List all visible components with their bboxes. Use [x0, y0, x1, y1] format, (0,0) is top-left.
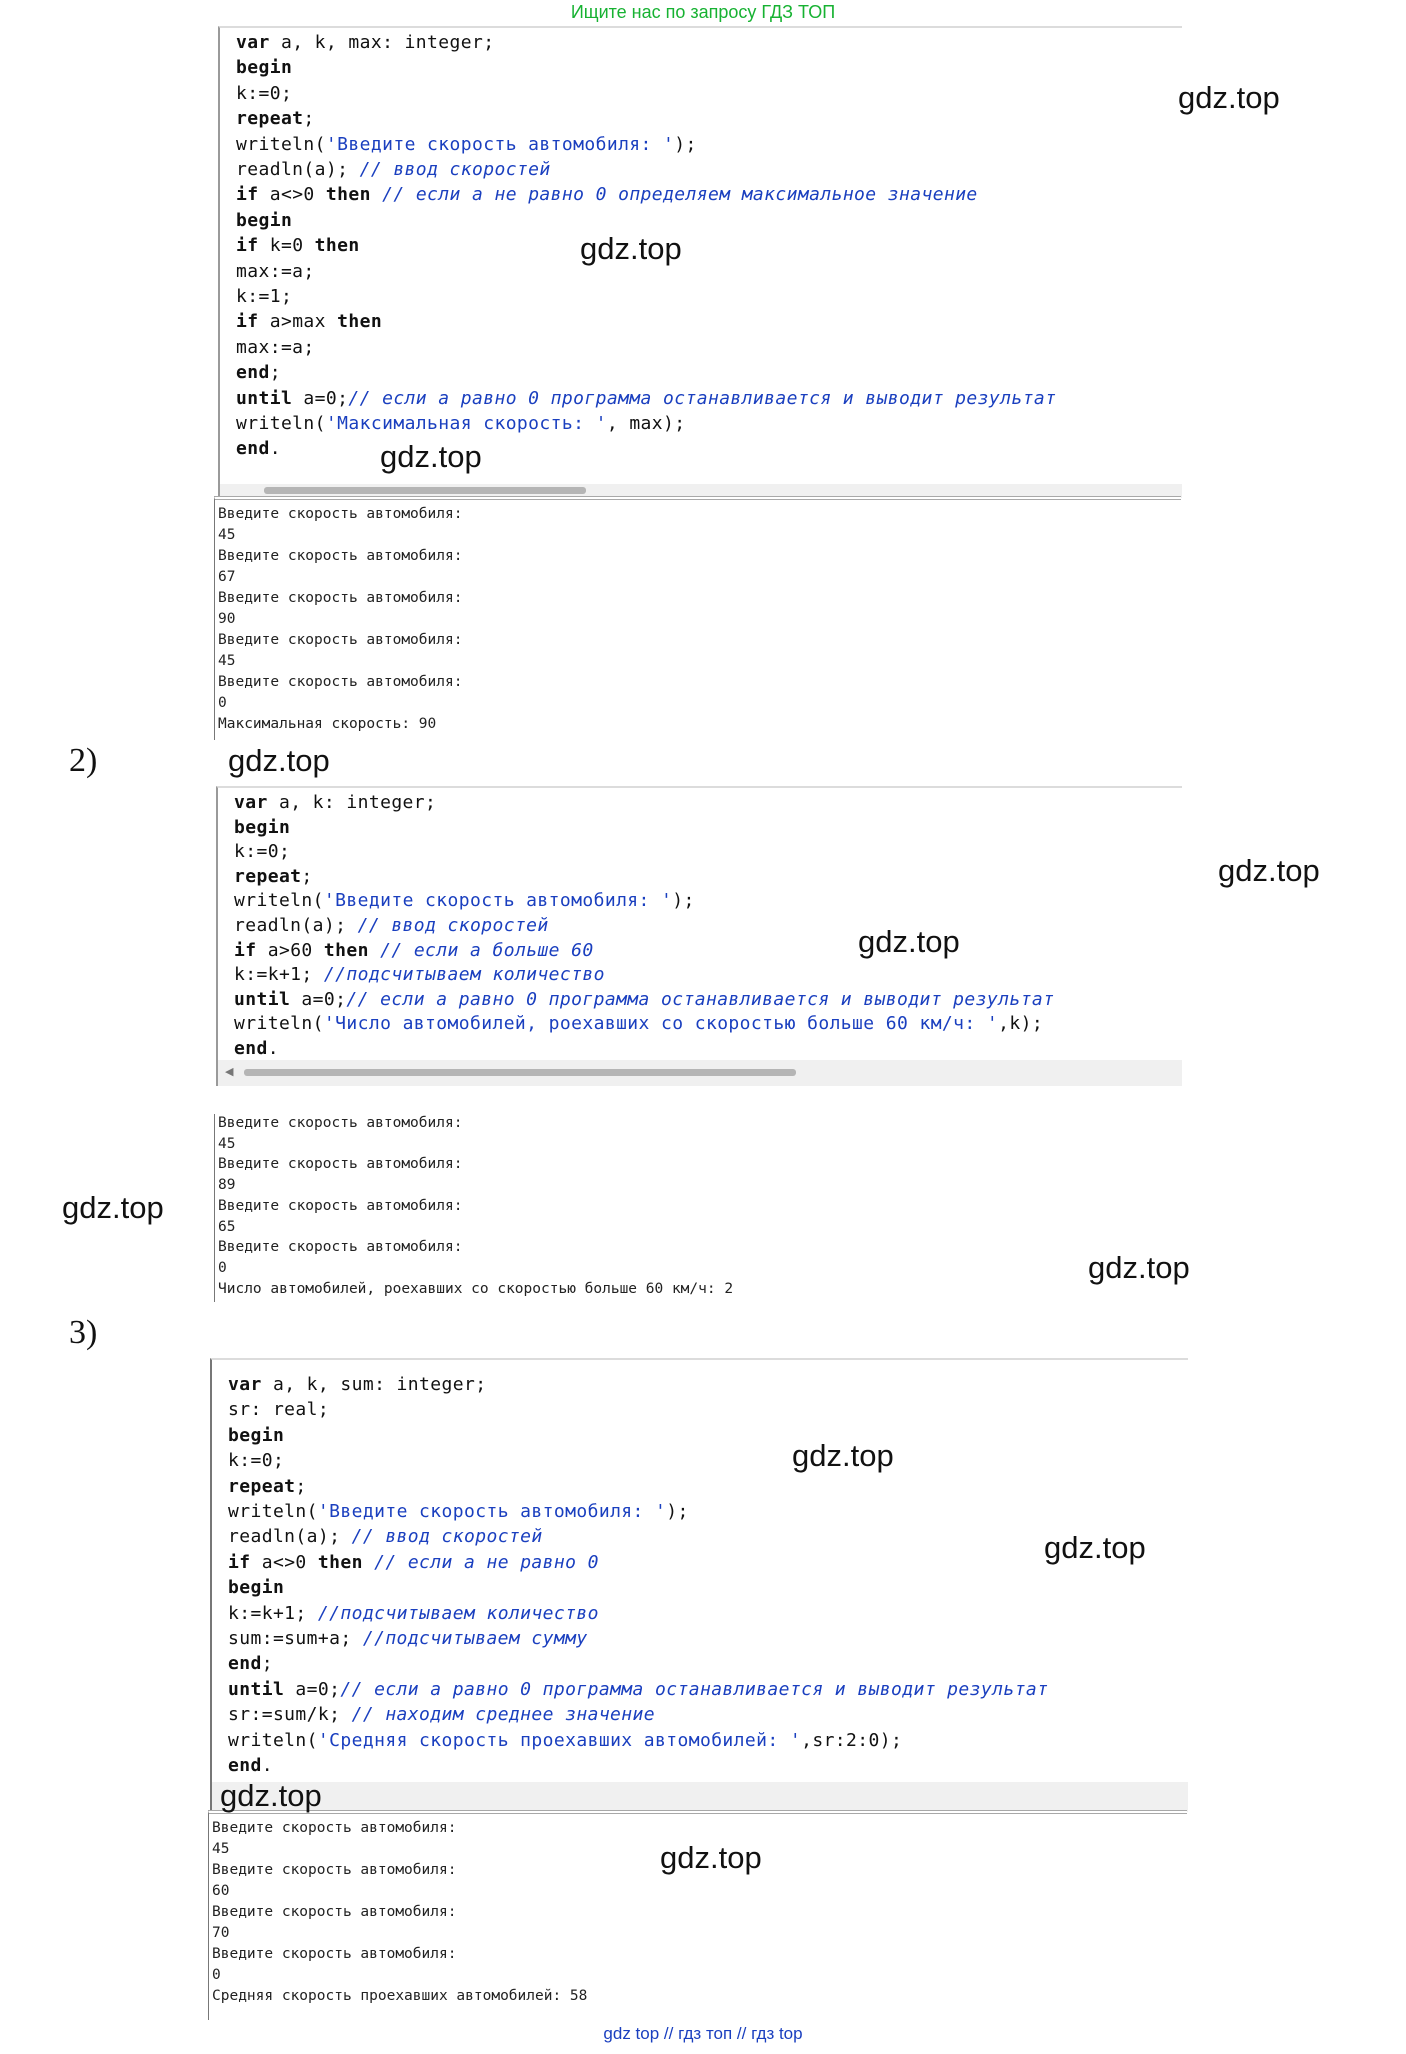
code-token: k:=1; [236, 286, 293, 307]
code-line [228, 1704, 655, 1725]
code-token: readln(a); [236, 159, 360, 180]
code-token: repeat [228, 1475, 296, 1497]
watermark: gdz.top [1044, 1530, 1146, 1565]
output-line: Максимальная скорость: 90 [218, 716, 437, 732]
code-token: a=0; [284, 1678, 341, 1700]
code-lines [218, 788, 1182, 1086]
output-line: Введите скорость автомобиля: [218, 590, 463, 606]
code-token: . [267, 1038, 279, 1059]
code-token: until [236, 387, 293, 409]
code-token: k:=0; [236, 82, 293, 104]
code-token: then [325, 184, 371, 206]
code-token: begin [234, 816, 291, 838]
output-line: Введите скорость автомобиля: [212, 1904, 457, 1920]
output-line: 89 [218, 1177, 236, 1194]
output-line: 90 [218, 611, 236, 627]
code-token: repeat [236, 108, 304, 130]
code-line [234, 841, 290, 862]
code-line [228, 1374, 486, 1395]
output-line: 45 [218, 527, 236, 543]
watermark: gdz.top [220, 1778, 322, 1813]
code-token: a, k, sum: integer; [261, 1374, 487, 1395]
code-line [234, 989, 1054, 1010]
task-number-3: 3) [69, 1314, 98, 1351]
output-lines [215, 500, 1181, 740]
output-line: 67 [218, 569, 236, 585]
search-banner: Ищите нас по запросу ГДЗ ТОП [570, 2, 836, 22]
scrollbar-track[interactable] [212, 1782, 1188, 1812]
output-console-1 [214, 496, 1181, 740]
output-line: Число автомобилей, роехавших со скоростью больше 60 км/ч: 2 [218, 1280, 734, 1297]
code-token: if [236, 311, 259, 333]
code-line [234, 940, 594, 961]
output-line: 0 [218, 1259, 227, 1276]
code-token: sum:=sum+a; [228, 1628, 363, 1649]
code-token: 'Введите скорость автомобиля: ' [317, 1501, 667, 1522]
watermark: gdz.top [1218, 853, 1320, 888]
code-token: k:=k+1; [234, 964, 324, 986]
code-token: // если a равно 0 программа останавливается и выводит результат [348, 387, 1057, 409]
code-token: end [228, 1755, 262, 1776]
code-line [234, 890, 695, 911]
code-token: a=0; [290, 988, 347, 1010]
output-line: 70 [212, 1925, 230, 1941]
code-token: writeln( [236, 413, 326, 434]
code-line [234, 792, 436, 813]
code-token: until [234, 988, 291, 1010]
code-token: 'Максимальная скорость: ' [325, 413, 607, 434]
code-token: if [236, 184, 259, 206]
code-token: ); [672, 890, 695, 912]
code-token: writeln( [228, 1729, 318, 1751]
output-line: 0 [218, 695, 227, 711]
code-token: if [228, 1551, 251, 1573]
code-token: 'Число автомобилей, роехавших со скоростью больше 60 км/ч: ' [323, 1013, 999, 1035]
output-lines [215, 1114, 1181, 1302]
watermark: gdz.top [660, 1840, 762, 1875]
output-line: Средняя скорость проехавших автомобилей: 58 [212, 1988, 588, 2004]
code-line [236, 362, 281, 383]
code-token: ); [666, 1501, 689, 1522]
code-line [228, 1501, 689, 1522]
code-token: . [261, 1755, 273, 1776]
code-line [228, 1425, 284, 1446]
code-line [236, 438, 281, 459]
code-line [228, 1653, 273, 1674]
output-line: Введите скорость автомобиля: [212, 1820, 457, 1836]
code-token: readln(a); [228, 1526, 352, 1548]
code-line [228, 1450, 284, 1471]
output-line: Введите скорость автомобиля: [218, 632, 463, 648]
code-token: begin [236, 209, 293, 231]
code-token: writeln( [234, 1013, 324, 1035]
output-line: Введите скорость автомобиля: [218, 1156, 463, 1173]
code-token: . [269, 438, 281, 460]
output-line: 65 [218, 1218, 236, 1235]
code-line [234, 1038, 279, 1059]
watermark: gdz.top [792, 1438, 894, 1473]
scrollbar-thumb[interactable] [264, 487, 586, 494]
code-line [236, 286, 292, 307]
code-editor-2[interactable] [216, 786, 1182, 1086]
output-line: Введите скорость автомобиля: [218, 1239, 463, 1256]
code-line [236, 184, 978, 205]
code-token: a<>0 [250, 1551, 318, 1573]
scrollbar-thumb[interactable] [244, 1069, 796, 1076]
code-token: max:=a; [236, 260, 315, 282]
output-console-2 [214, 1114, 1181, 1302]
code-line [236, 32, 494, 53]
code-token: then [317, 1551, 363, 1573]
code-token: 'Средняя скорость проехавших автомобилей: ' [317, 1729, 802, 1751]
code-token: k:=k+1; [228, 1602, 318, 1624]
code-token: // если a больше 60 [380, 939, 594, 961]
code-token: ; [303, 108, 315, 130]
code-token: // ввод скоростей [357, 915, 549, 936]
code-token: end [236, 438, 270, 460]
code-line [236, 261, 315, 282]
code-lines [220, 28, 1182, 498]
code-token: begin [236, 57, 293, 79]
code-line [236, 210, 292, 231]
output-line: Введите скорость автомобиля: [218, 674, 463, 690]
code-line [228, 1755, 273, 1776]
code-token: a>max [258, 311, 338, 333]
code-line [236, 57, 292, 78]
watermark: gdz.top [580, 231, 682, 266]
code-line [234, 817, 290, 838]
code-line [228, 1399, 329, 1420]
code-token: ; [269, 362, 281, 384]
code-token: ,k); [998, 1013, 1044, 1035]
code-lines [212, 1360, 1188, 1812]
code-line [234, 964, 605, 985]
code-line [228, 1679, 1048, 1700]
code-line [236, 235, 360, 256]
watermark: gdz.top [1178, 80, 1280, 115]
code-token: end [236, 362, 270, 384]
code-token: k=0 [258, 235, 315, 257]
watermark: gdz.top [1088, 1250, 1190, 1285]
output-line: Введите скорость автомобиля: [218, 506, 463, 522]
code-editor-3[interactable] [210, 1358, 1188, 1812]
scroll-left-icon[interactable]: ◀ [225, 1066, 234, 1078]
code-token: var [228, 1374, 262, 1395]
code-token: writeln( [234, 890, 324, 912]
code-token: if [236, 235, 259, 257]
code-line [228, 1552, 599, 1573]
code-token: then [323, 939, 369, 961]
code-token: end [228, 1653, 262, 1675]
code-token [371, 184, 382, 205]
code-token: ; [295, 1475, 307, 1497]
scrollbar-track[interactable] [218, 1060, 1182, 1086]
watermark: gdz.top [858, 924, 960, 959]
code-token: writeln( [236, 133, 326, 155]
code-token: // ввод скоростей [359, 159, 551, 180]
code-line [236, 83, 292, 104]
code-token: 'Введите скорость автомобиля: ' [323, 890, 673, 912]
code-line [228, 1577, 284, 1598]
output-line: 0 [212, 1967, 221, 1983]
code-token: sr:=sum/k; [228, 1704, 352, 1726]
code-line [236, 413, 686, 434]
code-token: a, k: integer; [267, 792, 437, 813]
output-line: Введите скорость автомобиля: [218, 548, 463, 564]
code-token: ); [674, 133, 697, 155]
code-token: ,sr:2:0); [801, 1729, 903, 1751]
code-token: repeat [234, 865, 302, 887]
output-line: Введите скорость автомобиля: [212, 1946, 457, 1962]
code-token: //подсчитываем сумму [362, 1628, 588, 1649]
code-token: if [234, 939, 257, 961]
code-token: // если a не равно 0 определяем максимальное значение [382, 184, 978, 206]
code-token: max:=a; [236, 336, 315, 358]
code-token: 'Введите скорость автомобиля: ' [325, 133, 675, 155]
code-token: until [228, 1678, 285, 1700]
output-line: 45 [218, 653, 236, 669]
code-line [236, 108, 315, 129]
code-token: ; [301, 865, 313, 887]
code-line [236, 337, 315, 358]
code-line [228, 1730, 902, 1751]
code-token: //подсчитываем количество [323, 964, 605, 986]
code-token: begin [228, 1424, 285, 1446]
footer-links: gdz top // гдз топ // гдз top [603, 2024, 803, 2043]
code-token: , max); [606, 413, 686, 434]
code-token: var [234, 792, 268, 813]
code-token: then [314, 235, 360, 257]
code-token: begin [228, 1577, 285, 1599]
code-token: // если a равно 0 программа останавливается и выводит результат [346, 988, 1055, 1010]
code-token: writeln( [228, 1501, 318, 1522]
code-line [228, 1603, 599, 1624]
output-line: 45 [218, 1135, 236, 1152]
code-token: a>60 [256, 939, 324, 961]
code-line [236, 388, 1056, 409]
code-token: sr: real; [228, 1399, 330, 1421]
code-line [234, 915, 549, 936]
task-number-2: 2) [69, 742, 98, 779]
output-line: Введите скорость автомобиля: [212, 1862, 457, 1878]
code-token [363, 1552, 374, 1573]
code-line [234, 1013, 1043, 1034]
code-token: end [234, 1038, 268, 1059]
output-line: Введите скорость автомобиля: [218, 1115, 463, 1131]
output-line: Введите скорость автомобиля: [218, 1197, 463, 1214]
code-token: // если a равно 0 программа останавливается и выводит результат [340, 1678, 1049, 1700]
watermark: gdz.top [228, 743, 330, 778]
code-token: // если a не равно 0 [374, 1551, 599, 1573]
code-token: ; [261, 1653, 273, 1675]
code-token: k:=0; [228, 1450, 285, 1472]
code-line [236, 159, 551, 180]
code-line [236, 134, 697, 155]
output-line: 60 [212, 1883, 230, 1899]
code-token: var [236, 32, 270, 53]
code-token: a=0; [292, 387, 349, 409]
watermark: gdz.top [62, 1190, 164, 1225]
code-token: k:=0; [234, 841, 291, 863]
code-line [236, 311, 382, 332]
code-line [228, 1476, 307, 1497]
code-token: // ввод скоростей [351, 1526, 543, 1548]
code-editor-1[interactable] [218, 26, 1182, 498]
code-token: a<>0 [258, 184, 326, 206]
output-line: 45 [212, 1841, 230, 1857]
code-line [234, 866, 313, 887]
code-token: then [337, 311, 383, 333]
code-token [369, 940, 380, 961]
code-token: // находим среднее значение [351, 1704, 656, 1726]
code-token: //подсчитываем количество [317, 1602, 599, 1624]
watermark: gdz.top [380, 439, 482, 474]
code-line [228, 1526, 543, 1547]
code-token: a, k, max: integer; [269, 32, 495, 53]
code-line [228, 1628, 588, 1649]
code-token: readln(a); [234, 915, 358, 936]
